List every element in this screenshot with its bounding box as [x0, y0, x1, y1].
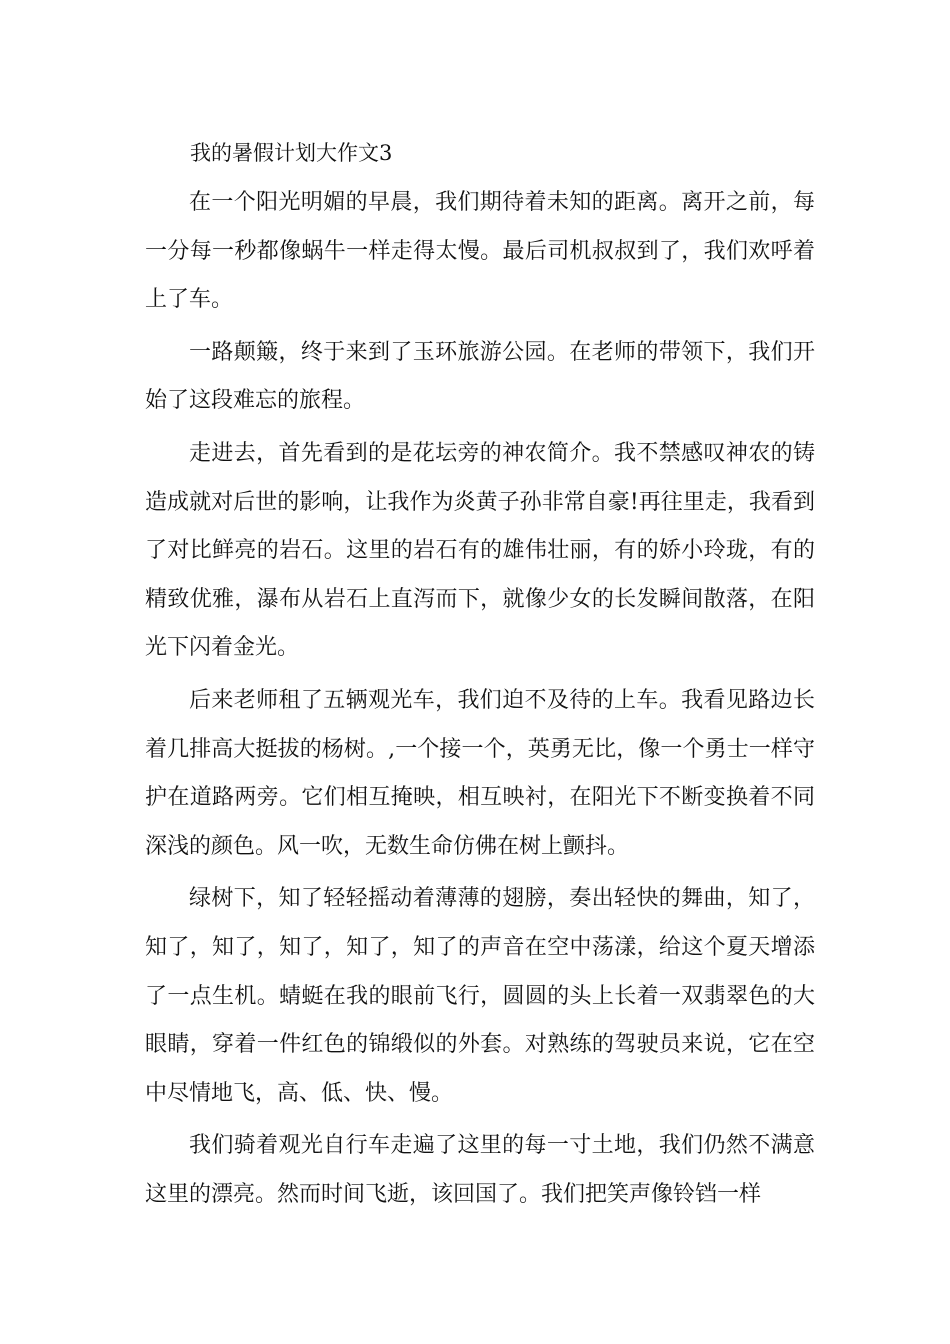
paragraph: 绿树下，知了轻轻摇动着薄薄的翅膀，奏出轻快的舞曲，知了，知了，知了，知了，知了，知了的声音在空中荡漾，给这个夏天增添了一点生机。蜻蜓在我的眼前飞行，圆圆的头上长着一双翡翠色的大眼睛，穿着一件红色的锦缎似的外套。对熟练的驾驶员来说，它在空中尽情地飞，高、低、快、慢。	[145, 886, 815, 1106]
paragraph: 走进去，首先看到的是花坛旁的神农简介。我不禁感叹神农的铸造成就对后世的影响，让我作为炎黄子孙非常自豪!再往里走，我看到了对比鲜亮的岩石。这里的岩石有的雄伟壮丽，有的娇小玲珑，有的精致优雅，瀑布从岩石上直泻而下，就像少女的长发瞬间散落，在阳光下闪着金光。	[145, 440, 815, 661]
paragraph: 后来老师租了五辆观光车，我们迫不及待的上车。我看见路边长着几排高大挺拔的杨树。,一个接一个，英勇无比，像一个勇士一样守护在道路两旁。它们相互掩映，相互映衬，在阳光下不断变换着不同深浅的颜色。风一吹，无数生命仿佛在树上颤抖。	[145, 687, 815, 859]
document-title: 我的暑假计划大作文3	[190, 141, 393, 165]
paragraph: 我们骑着观光自行车走遍了这里的每一寸土地，我们仍然不满意这里的漂亮。然而时间飞逝，该回国了。我们把笑声像铃铛一样	[145, 1133, 815, 1207]
document-body	[145, 179, 815, 1219]
paragraph: 在一个阳光明媚的早晨，我们期待着未知的距离。离开之前，每一分每一秒都像蜗牛一样走得太慢。最后司机叔叔到了，我们欢呼着上了车。	[145, 190, 815, 313]
paragraph: 一路颠簸，终于来到了玉环旅游公园。在老师的带领下，我们开始了这段难忘的旅程。	[145, 339, 815, 414]
